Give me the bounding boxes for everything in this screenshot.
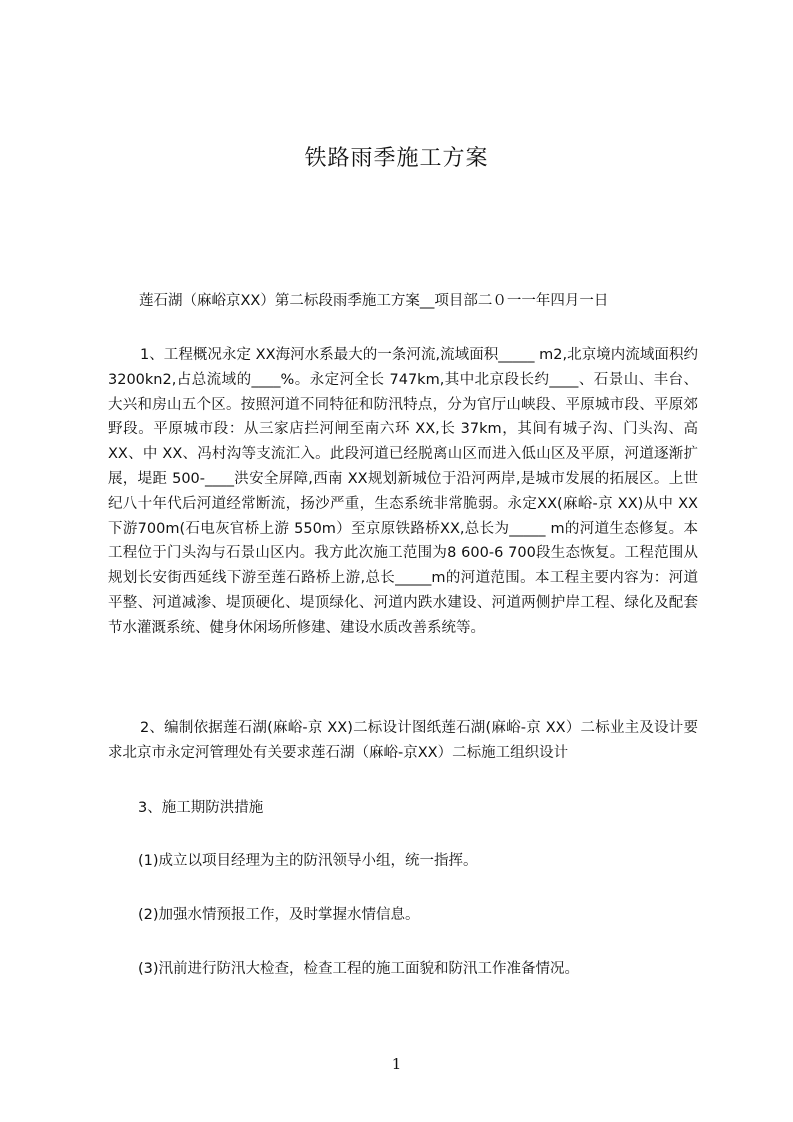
flood-control-measure-3: (3)汛前进行防汛大检查，检查工程的施工面貌和防汛工作准备情况。: [138, 961, 580, 977]
flood-control-heading: 3、施工期防洪措施: [138, 800, 264, 816]
flood-control-measure-2: (2)加强水情预报工作，及时掌握水情信息。: [138, 907, 420, 923]
document-title: 铁路雨季施工方案: [304, 146, 489, 171]
compilation-basis-text: 2、编制依据莲石湖(麻峪-京 XX)二标设计图纸莲石湖(麻峪-京 XX）二标业主及设计要求北京市永定河管理处有关要求莲石湖（麻峪-京XX）二标施工组织设计: [108, 720, 698, 761]
document-subtitle: 莲石湖（麻峪京XX）第二标段雨季施工方案__项目部二０一一年四月一日: [139, 293, 609, 309]
page-number: 1: [391, 1055, 402, 1073]
section-compilation-basis: [108, 716, 698, 768]
project-overview-text: 1、工程概况永定 XX海河水系最大的一条河流,流域面积_____ m2,北京境内流域面积约 3200kn2,占总流域的____%。永定河全长 747km,其中北京段长约____、石景山、丰台、大兴和房山五个区。按照河道不同特征和防汛特点，分为官厅山峡段、平原城市段、平原郊野段。平原城市段：从三家店拦河闸至南六环 XX,长 37km，其间有城子沟、门头沟、高XX、中 XX、冯村沟等支流汇入。此段河道已经脱离山区而进入低山区及平原，河道逐渐扩展，堤距 500-____洪安全屏障,西南 XX规划新城位于沿河两岸,是城市发展的拓展区。上世纪八十年代后河道经常断流，扬沙严重，生态系统非常脆弱。永定XX(麻峪-京 XX)从中 XX下游700m(石电灰官桥上游 550m）至京原铁路桥XX,总长为_____ m的河道生态修复。本工程位于门头沟与石景山区内。我方此次施工范围为8 600-6 700段生态恢复。工程范围从规划长安街西延线下游至莲石路桥上游,总长_____m的河道范围。本工程主要内容为：河道平整、河道减渗、堤顶硬化、堤顶绿化、河道内跌水建设、河道两侧护岸工程、绿化及配套节水灌溉系统、健身休闲场所修建、建设水质改善系统等。: [108, 347, 698, 636]
flood-control-measure-1: (1)成立以项目经理为主的防汛领导小组，统一指挥。: [138, 853, 478, 869]
section-project-overview: [108, 343, 698, 685]
